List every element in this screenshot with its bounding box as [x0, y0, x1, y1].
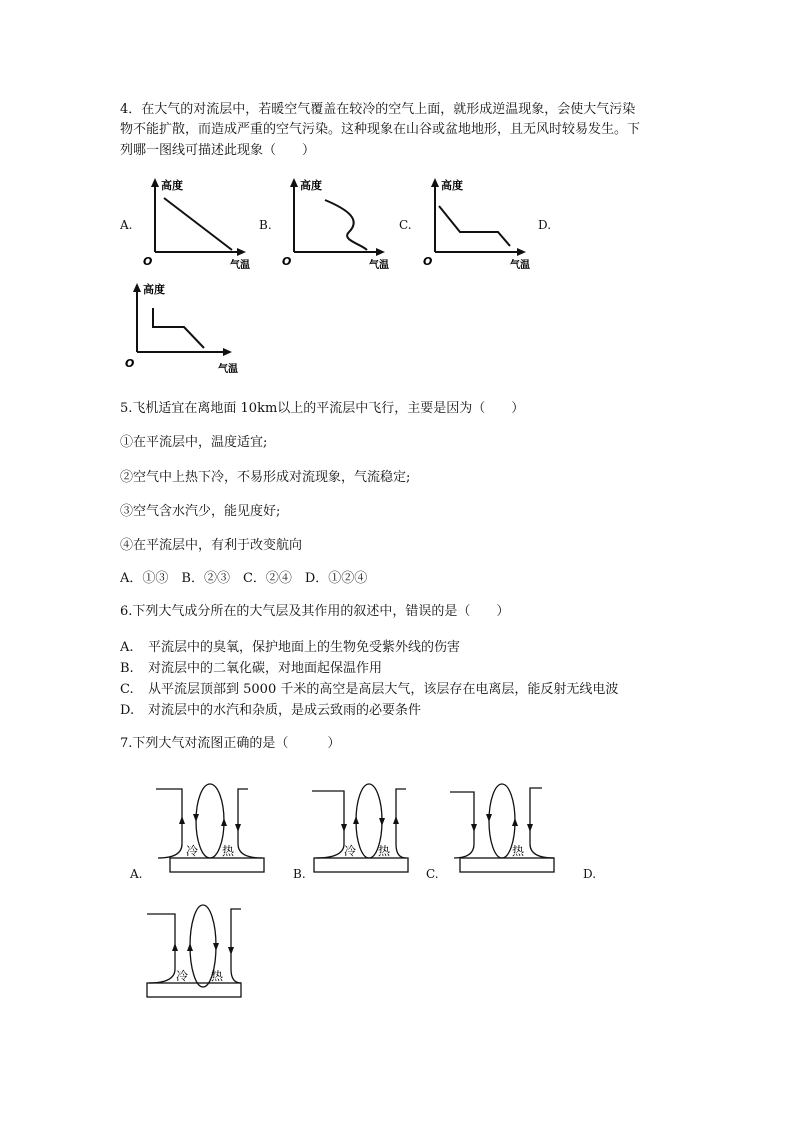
q7-diagram-b — [310, 778, 428, 878]
x-axis-arrow — [376, 248, 385, 256]
q7-diagram-c — [448, 778, 566, 878]
q4-graph-b — [279, 176, 399, 271]
loop-arrow-icon — [221, 818, 227, 826]
convection-loop — [196, 784, 224, 858]
q5-stem: 5.飞机适宜在离地面 10km以上的平流层中飞行，主要是因为（ ） — [120, 401, 525, 416]
temperature-curve — [439, 206, 510, 246]
right-wall — [530, 788, 554, 858]
q7-option-d-label: D. — [583, 867, 597, 881]
cold-label: 冷 — [344, 844, 357, 858]
q6-stem: 6.下列大气成分所在的大气层及其作用的叙述中，错误的是（ ） — [120, 604, 510, 619]
q6-option-a-text: 平流层中的臭氧，保护地面上的生物免受紫外线的伤害 — [148, 640, 461, 655]
loop-arrow-icon — [512, 818, 518, 826]
q4-option-d-label: D. — [538, 218, 552, 232]
q6-option-c-text: 从平流层顶部到 5000 千米的高空是高层大气，该层存在电离层，能反射无线电波 — [148, 682, 619, 697]
left-wall — [450, 792, 474, 858]
q6-option-c-key: C. — [120, 682, 134, 697]
xlabel: 气温 — [218, 364, 238, 375]
x-axis-arrow — [517, 248, 526, 256]
right-wall — [238, 789, 262, 858]
hot-label: 热 — [211, 969, 224, 983]
q5-item-3: ③空气含水汽少，能见度好; — [120, 504, 281, 519]
up-arrow-icon — [393, 816, 399, 824]
x-axis-arrow — [223, 348, 232, 356]
ground-block — [170, 858, 264, 872]
y-axis-arrow — [431, 178, 439, 187]
y-axis-arrow — [133, 283, 141, 292]
origin-label: O — [423, 255, 433, 268]
temperature-curve — [325, 200, 367, 250]
origin-label: O — [143, 255, 153, 268]
q4-option-b-label: B. — [259, 218, 272, 232]
q7-stem: 7.下列大气对流图正确的是（ ） — [120, 736, 341, 751]
q4-option-a-label: A. — [120, 218, 133, 232]
q6-option-a-key: A. — [120, 640, 134, 655]
ground-block — [314, 858, 408, 872]
ground-block — [147, 983, 241, 997]
q6-option-d — [120, 699, 421, 718]
down-arrow-icon — [471, 824, 477, 832]
left-wall — [147, 914, 175, 983]
q7-option-b-label: B. — [293, 867, 306, 881]
q4-graph-d — [122, 280, 242, 375]
left-wall — [156, 789, 182, 858]
xlabel: 气温 — [510, 260, 530, 271]
q6-option-d-key: D. — [120, 703, 135, 718]
y-axis-arrow — [290, 178, 298, 187]
down-arrow-icon — [235, 824, 241, 832]
q5-item-4: ④在平流层中，有利于改变航向 — [120, 538, 303, 553]
down-arrow-icon — [228, 947, 234, 955]
loop-arrow-icon — [379, 818, 385, 826]
q6-option-b-key: B. — [120, 661, 134, 676]
right-wall — [231, 909, 241, 983]
xlabel: 气温 — [369, 260, 389, 271]
temperature-curve — [164, 198, 232, 250]
y-axis-arrow — [151, 178, 159, 187]
hot-label: 热 — [222, 844, 235, 858]
ylabel: 高度 — [441, 179, 463, 192]
q4-graph-c — [420, 176, 540, 271]
q5-item-2: ②空气中上热下冷，不易形成对流现象，气流稳定; — [120, 470, 411, 485]
q4-graph-a — [140, 176, 260, 271]
loop-arrow-icon — [213, 943, 219, 951]
q6-option-d-text: 对流层中的水汽和杂质，是成云致雨的必要条件 — [148, 703, 422, 718]
x-axis-arrow — [237, 248, 246, 256]
q6-option-b-text: 对流层中的二氧化碳，对地面起保温作用 — [148, 661, 383, 676]
q6-option-c — [120, 678, 618, 697]
ylabel: 高度 — [300, 179, 322, 192]
temperature-curve — [153, 308, 204, 348]
left-wall — [312, 791, 344, 858]
q7-option-c-label: C. — [426, 867, 439, 881]
q7-diagram-d — [145, 903, 263, 1003]
q4-stem-line1: 4．在大气的对流层中，若暖空气覆盖在较冷的空气上面，就形成逆温现象，会使大气污染 — [120, 102, 636, 117]
q4-option-c-label: C. — [399, 218, 412, 232]
q7-option-a-label: A. — [130, 867, 143, 881]
cold-label: 冷 — [176, 969, 189, 983]
xlabel: 气温 — [230, 260, 250, 271]
hot-label: 热 — [378, 844, 391, 858]
ylabel: 高度 — [161, 179, 183, 192]
loop-arrow-icon — [353, 816, 359, 824]
ylabel: 高度 — [143, 283, 165, 296]
down-arrow-icon — [527, 824, 533, 832]
ground-block — [460, 858, 554, 872]
q4-stem-line2: 物不能扩散，而造成严重的空气污染。这种现象在山谷或盆地地形，且无风时较易发生。下 — [120, 122, 641, 137]
up-arrow-icon — [172, 943, 178, 951]
hot-label: 热 — [512, 844, 525, 858]
q6-option-a — [120, 636, 460, 655]
q5-answer-options: A．①③ B．②③ C．②④ D．①②④ — [120, 571, 368, 586]
origin-label: O — [282, 255, 292, 268]
q4-stem-line3: 列哪一图线可描述此现象（ ） — [120, 143, 316, 158]
loop-arrow-icon — [193, 814, 199, 822]
origin-label: O — [125, 357, 135, 370]
loop-arrow-icon — [486, 814, 492, 822]
cold-label: 冷 — [186, 844, 199, 858]
loop-arrow-icon — [187, 943, 193, 951]
down-arrow-icon — [341, 824, 347, 832]
q5-item-1: ①在平流层中，温度适宜; — [120, 435, 268, 450]
q7-diagram-a — [150, 778, 268, 878]
q6-option-b — [120, 657, 382, 676]
up-arrow-icon — [179, 816, 185, 824]
